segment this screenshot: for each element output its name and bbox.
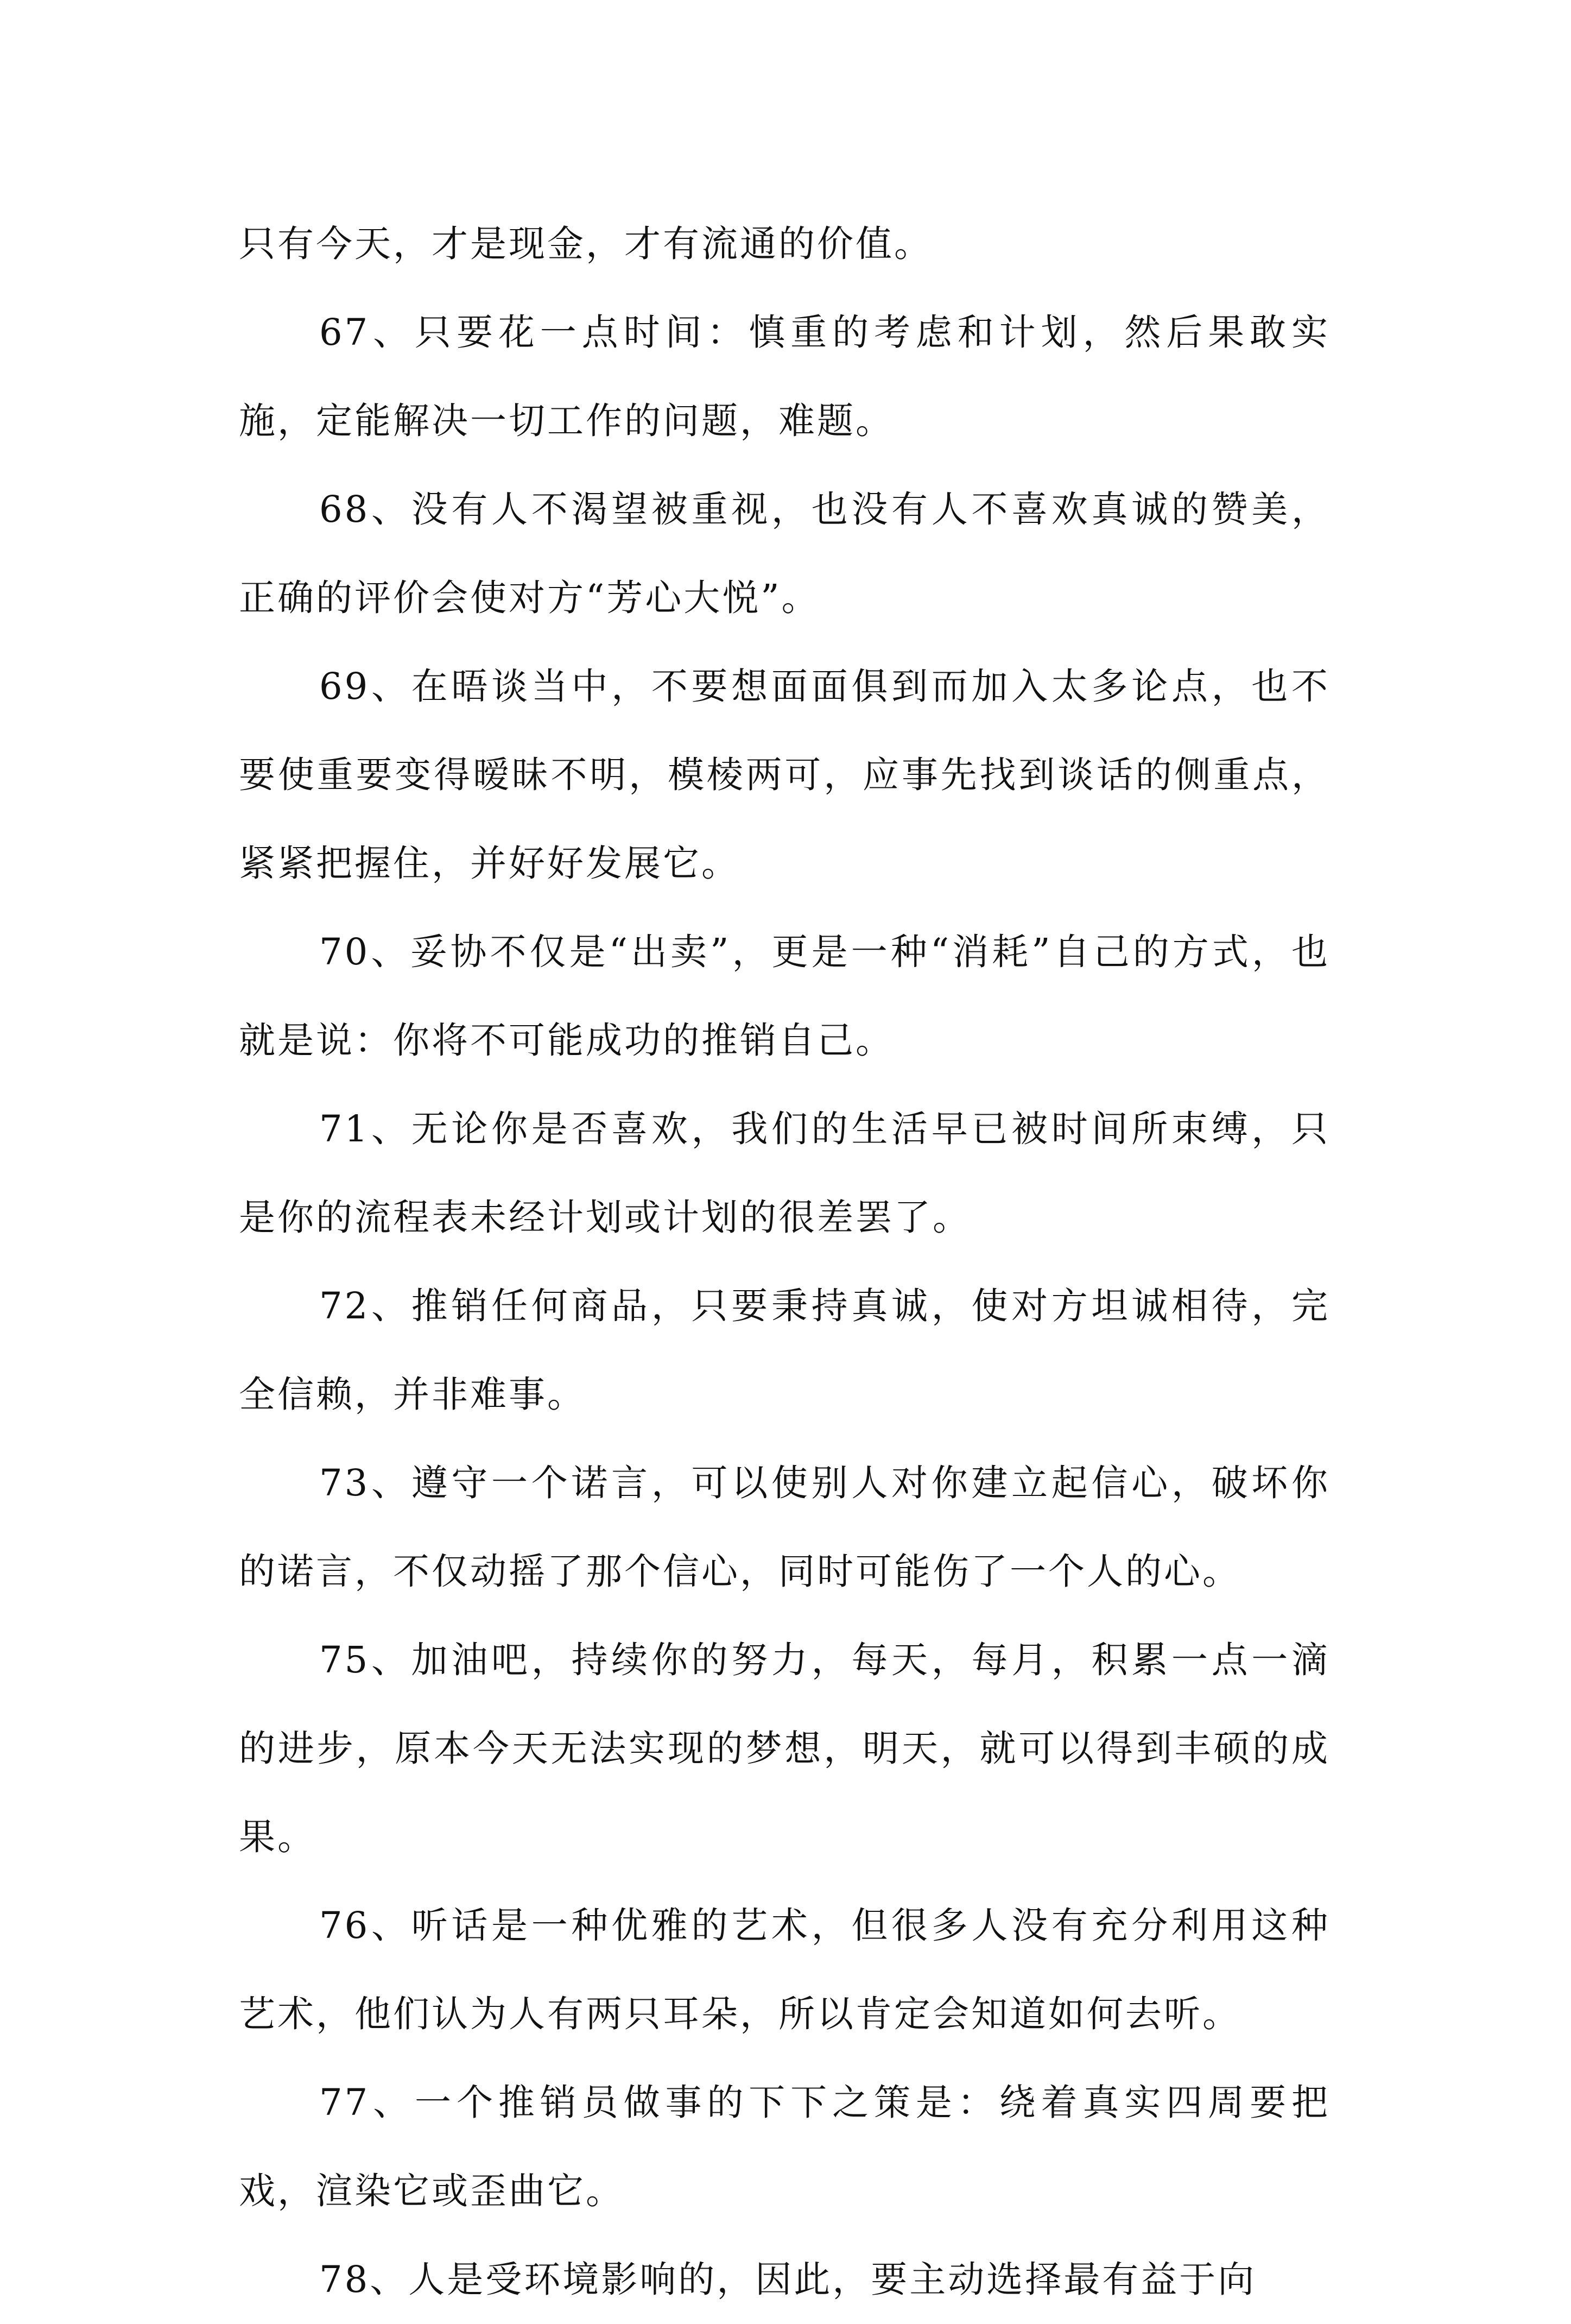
paragraph: 76、听话是一种优雅的艺术，但很多人没有充分利用这种艺术，他们认为人有两只耳朵，所以肯定会知道如何去听。 — [239, 1904, 1330, 2035]
paragraph: 73、遵守一个诺言，可以使别人对你建立起信心，破坏你的诺言，不仅动摇了那个信心，同时可能伤了一个人的心。 — [239, 1462, 1330, 1593]
document-body — [239, 200, 1330, 2324]
paragraph: 78、人是受环境影响的，因此，要主动选择最有益于向 — [319, 2258, 1257, 2301]
paragraph: 75、加油吧，持续你的努力，每天，每月，积累一点一滴的进步，原本今天无法实现的梦想，明天，就可以得到丰硕的成果。 — [239, 1639, 1330, 1858]
paragraph: 67、只要花一点时间：慎重的考虑和计划，然后果敢实施，定能解决一切工作的问题，难题。 — [239, 311, 1330, 442]
paragraph: 70、妥协不仅是“出卖”，更是一种“消耗”自己的方式，也就是说：你将不可能成功的推销自己。 — [239, 931, 1330, 1062]
paragraph: 72、推销任何商品，只要秉持真诚，使对方坦诚相待，完全信赖，并非难事。 — [239, 1285, 1330, 1416]
paragraph: 68、没有人不渴望被重视，也没有人不喜欢真诚的赞美，正确的评价会使对方“芳心大悦”。 — [239, 488, 1330, 619]
paragraph: 只有今天，才是现金，才有流通的价值。 — [239, 223, 933, 265]
paragraph: 71、无论你是否喜欢，我们的生活早已被时间所束缚，只是你的流程表未经计划或计划的很差罢了。 — [239, 1108, 1330, 1239]
paragraph: 77、一个推销员做事的下下之策是：绕着真实四周要把戏，渲染它或歪曲它。 — [239, 2081, 1330, 2212]
paragraph: 69、在晤谈当中，不要想面面俱到而加入太多论点，也不要使重要变得暧昧不明，模棱两可，应事先找到谈话的侧重点，紧紧把握住，并好好发展它。 — [239, 665, 1330, 885]
